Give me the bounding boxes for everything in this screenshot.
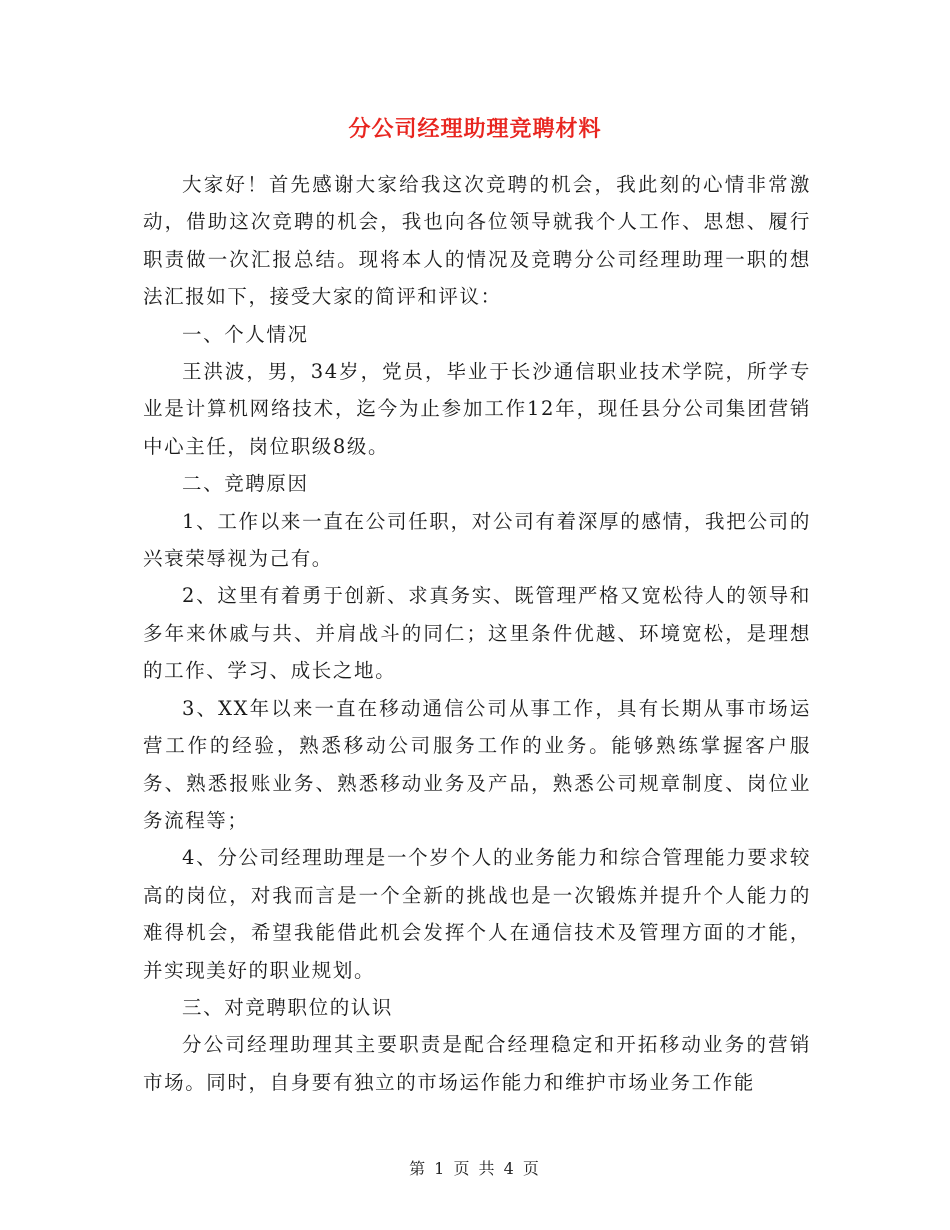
reason-paragraph-1: 1、工作以来一直在公司任职，对公司有着深厚的感情，我把公司的兴衰荣辱视为己有。 (143, 509, 811, 571)
personal-info-paragraph: 王洪波，男，34岁，党员，毕业于长沙通信职业技术学院，所学专业是计算机网络技术，迄今为止参加工作12年，现任县分公司集团营销中心主任，岗位职级8级。 (143, 360, 811, 458)
section-heading-position-understanding: 三、对竞聘职位的认识 (182, 995, 394, 1019)
intro-paragraph: 大家好！首先感谢大家给我这次竞聘的机会，我此刻的心情非常激动，借助这次竞聘的机会，我也向各位领导就我个人工作、思想、履行职责做一次汇报总结。现将本人的情况及竞聘分公司经理助理一职的想法汇报如下，接受大家的简评和评议： (143, 173, 811, 309)
reason-paragraph-2: 2、这里有着勇于创新、求真务实、既管理严格又宽松待人的领导和多年来休戚与共、并肩战斗的同仁；这里条件优越、环境宽松，是理想的工作、学习、成长之地。 (143, 584, 811, 683)
page-number-footer: 第 1 页 共 4 页 (409, 1159, 541, 1178)
position-understanding-paragraph: 分公司经理助理其主要职责是配合经理稳定和开拓移动业务的营销市场。同时，自身要有独立的市场运作能力和维护市场业务工作能 (143, 1033, 811, 1094)
document-title: 分公司经理助理竞聘材料 (348, 116, 602, 142)
section-heading-reasons: 二、竞聘原因 (182, 472, 309, 496)
reason-paragraph-4: 4、分公司经理助理是一个岁个人的业务能力和综合管理能力要求较高的岗位，对我而言是一个全新的挑战也是一次锻炼并提升个人能力的难得机会，希望我能借此机会发挥个人在通信技术及管理方面的才能，并实现美好的职业规划。 (143, 846, 811, 982)
document-body (143, 166, 811, 1101)
section-heading-personal-info: 一、个人情况 (182, 322, 309, 346)
reason-paragraph-3: 3、XX年以来一直在移动通信公司从事工作，具有长期从事市场运营工作的经验，熟悉移动公司服务工作的业务。能够熟练掌握客户服务、熟悉报账业务、熟悉移动业务及产品，熟悉公司规章制度、岗位业务流程等； (143, 696, 811, 832)
